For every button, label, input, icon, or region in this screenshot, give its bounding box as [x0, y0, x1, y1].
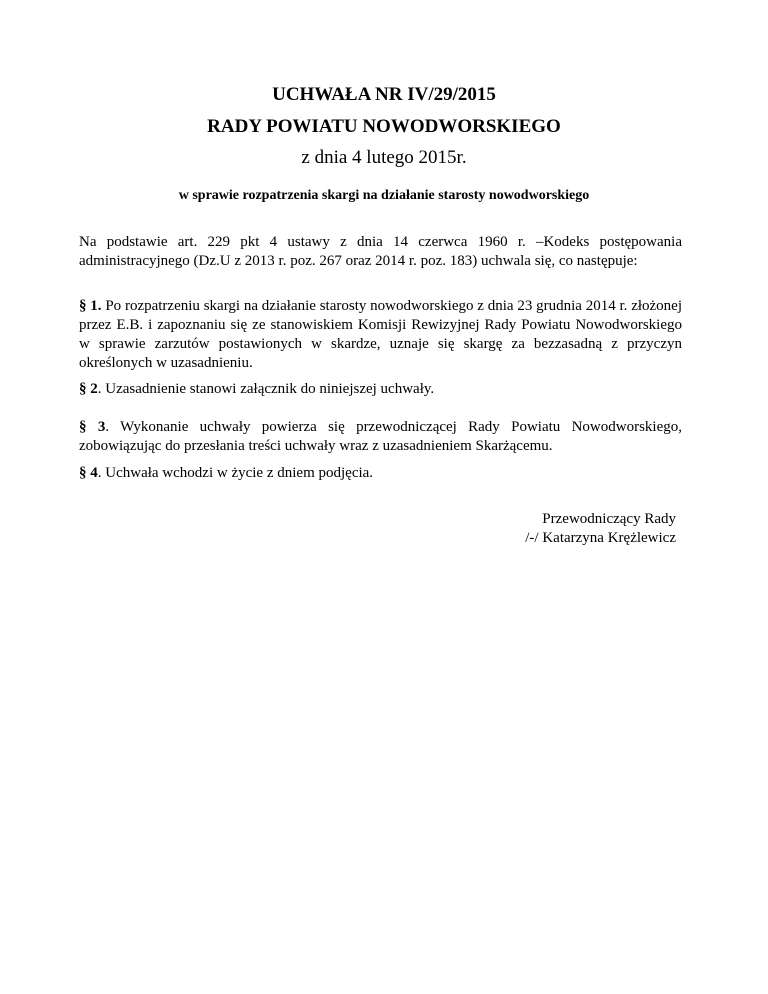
signature-name: /-/ Katarzyna Krężlewicz: [525, 530, 676, 546]
signature-role: Przewodniczący Rady: [542, 511, 676, 527]
resolution-subject: w sprawie rozpatrzenia skargi na działanie starosty nowodworskiego: [178, 188, 590, 203]
paragraph-1-text: Po rozpatrzeniu skargi na działanie starosty nowodworskiego z dnia 23 grudnia 2014 r. złożonej przez E.B. i zapoznaniu się ze stanowiskiem Komisji Rewizyjnej Rady Powiatu Nowodworskiego w sprawie zarzutów postawionych w skardze, uznaje się skargę za bezzasadną z przyczyn określonych w uzasadnieniu.: [79, 298, 683, 371]
paragraph-2-text: . Uzasadnienie stanowi załącznik do niniejszej uchwały.: [97, 381, 435, 397]
issuer-name: RADY POWIATU NOWODWORSKIEGO: [207, 116, 561, 137]
resolution-date: z dnia 4 lutego 2015r.: [301, 147, 467, 168]
paragraph-3: [79, 418, 682, 456]
paragraph-4: [79, 464, 682, 483]
paragraph-3-number: § 3: [79, 419, 106, 435]
paragraph-1: [79, 297, 682, 373]
paragraph-3-text: . Wykonanie uchwały powierza się przewodniczącej Rady Powiatu Nowodworskiego, zobowiązując do przesłania treści uchwały wraz z uzasadnieniem Skarżącemu.: [79, 419, 683, 454]
signature-block: [525, 510, 676, 548]
paragraph-2-number: § 2: [79, 381, 98, 397]
resolution-title: UCHWAŁA NR IV/29/2015: [272, 84, 496, 105]
paragraph-2: [79, 380, 682, 399]
paragraph-4-text: . Uchwała wchodzi w życie z dniem podjęcia.: [97, 465, 374, 481]
paragraph-4-number: § 4: [79, 465, 98, 481]
paragraph-1-number: § 1.: [79, 298, 102, 314]
legal-basis: Na podstawie art. 229 pkt 4 ustawy z dnia 14 czerwca 1960 r. –Kodeks postępowania administracyjnego (Dz.U z 2013 r. poz. 267 oraz 2014 r. poz. 183) uchwala się, co następuje:: [79, 234, 682, 269]
